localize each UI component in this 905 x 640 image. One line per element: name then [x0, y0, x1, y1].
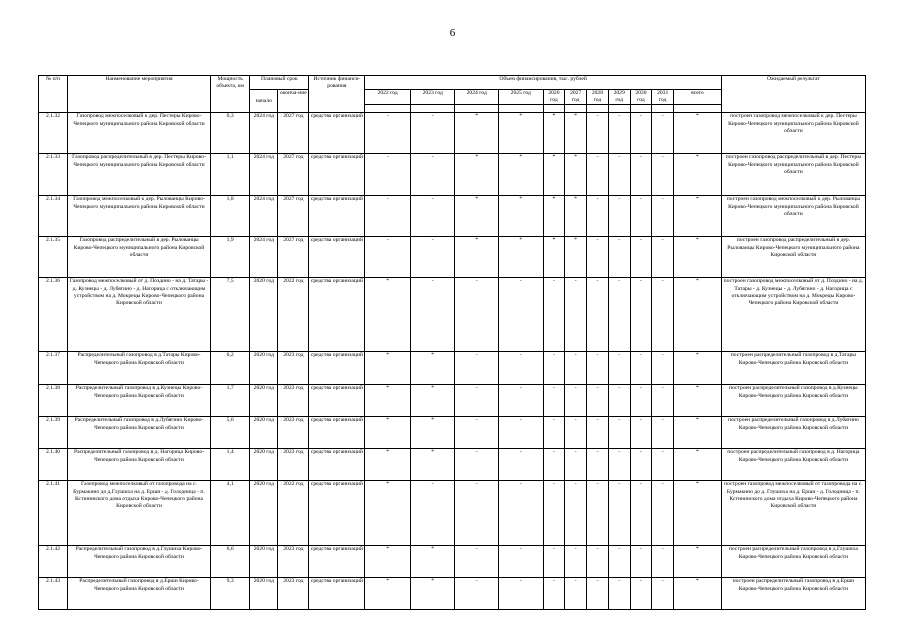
- header-year: 2030 год: [630, 90, 652, 105]
- row-num: 2.1.37: [39, 352, 68, 385]
- row-year-value: -: [630, 417, 652, 449]
- header-year: 2031 год: [652, 90, 674, 105]
- row-year-value: *: [543, 113, 565, 154]
- row-source: средства организаций: [309, 113, 365, 154]
- row-year-value: *: [365, 417, 411, 449]
- row-source: средства организаций: [309, 278, 365, 352]
- row-source: средства организаций: [309, 578, 365, 610]
- header-term: Плановый срок: [250, 76, 309, 90]
- row-name: Распределительный газопровод в д.Лубягино Кирово-Чепецкого района Кировской области: [68, 417, 211, 449]
- header-result: Ожидаемый результат: [721, 76, 865, 113]
- row-year-value: *: [455, 237, 499, 278]
- table-row: [39, 417, 866, 449]
- row-num: 2.1.38: [39, 385, 68, 417]
- row-year-value: -: [365, 237, 411, 278]
- row-year-value: -: [630, 278, 652, 352]
- header-capacity: Мощность объекта, км: [210, 76, 249, 113]
- header-year: 2029 год: [608, 90, 630, 105]
- row-end: 2027 год: [278, 113, 309, 154]
- row-year-value: -: [630, 449, 652, 481]
- row-source: средства организаций: [309, 417, 365, 449]
- row-capacity: 9,3: [210, 578, 249, 610]
- row-name: Распределительный газопровод в д.Ерши Кирово-Чепецкого района Кировской области: [68, 578, 211, 610]
- row-year-value: *: [498, 196, 543, 237]
- row-year-value: -: [543, 449, 565, 481]
- row-start: 2024 год: [250, 237, 278, 278]
- row-year-value: -: [652, 417, 674, 449]
- row-name: Распределительный газопровод в д.Татары Кирово-Чепецкого района Кировской области: [68, 352, 211, 385]
- row-result: построен газопровод межпоселковый к дер. Рылованцы Кирово-Чепецкого муниципального района Кировской области: [721, 196, 865, 237]
- row-num: 2.1.32: [39, 113, 68, 154]
- row-total: *: [674, 237, 722, 278]
- row-total: *: [674, 385, 722, 417]
- row-name: Распределительный газопровод в д.Глушиха Кирово-Чепецкого района Кировской области: [68, 546, 211, 578]
- row-year-value: -: [608, 237, 630, 278]
- row-capacity: 6,2: [210, 352, 249, 385]
- header-year: 2024 год: [455, 90, 499, 105]
- row-year-value: -: [410, 278, 455, 352]
- row-year-value: -: [652, 546, 674, 578]
- row-year-value: -: [608, 196, 630, 237]
- row-end: 2023 год: [278, 578, 309, 610]
- row-start: 2024 год: [250, 113, 278, 154]
- row-start: 2020 год: [250, 578, 278, 610]
- row-year-value: -: [543, 546, 565, 578]
- row-year-value: -: [652, 154, 674, 196]
- row-year-value: -: [498, 417, 543, 449]
- row-year-value: -: [608, 385, 630, 417]
- row-start: 2020 год: [250, 546, 278, 578]
- row-year-value: -: [498, 546, 543, 578]
- row-year-value: *: [365, 278, 411, 352]
- row-total: *: [674, 154, 722, 196]
- row-num: 2.1.34: [39, 196, 68, 237]
- row-year-value: *: [365, 385, 411, 417]
- row-year-value: -: [630, 196, 652, 237]
- row-year-value: -: [565, 546, 587, 578]
- program-table: [38, 75, 866, 610]
- row-source: средства организаций: [309, 481, 365, 546]
- row-year-value: -: [455, 278, 499, 352]
- row-num: 2.1.42: [39, 546, 68, 578]
- row-num: 2.1.40: [39, 449, 68, 481]
- row-year-value: -: [587, 578, 609, 610]
- row-start: 2024 год: [250, 154, 278, 196]
- row-end: 2027 год: [278, 237, 309, 278]
- row-year-value: -: [410, 196, 455, 237]
- row-year-value: *: [365, 481, 411, 546]
- row-start: 2020 год: [250, 449, 278, 481]
- row-year-value: -: [652, 237, 674, 278]
- row-year-value: -: [410, 237, 455, 278]
- row-year-value: *: [565, 237, 587, 278]
- row-year-value: -: [565, 352, 587, 385]
- row-capacity: 4,1: [210, 481, 249, 546]
- row-year-value: *: [498, 154, 543, 196]
- row-source: средства организаций: [309, 449, 365, 481]
- row-total: *: [674, 196, 722, 237]
- row-year-value: -: [587, 417, 609, 449]
- header-year-spacer: [498, 105, 543, 113]
- row-num: 2.1.35: [39, 237, 68, 278]
- row-num: 2.1.43: [39, 578, 68, 610]
- row-capacity: 1,1: [210, 154, 249, 196]
- row-total: *: [674, 113, 722, 154]
- row-year-value: -: [365, 154, 411, 196]
- row-start: 2024 год: [250, 196, 278, 237]
- row-total: *: [674, 449, 722, 481]
- row-year-value: -: [630, 481, 652, 546]
- row-year-value: -: [565, 385, 587, 417]
- row-year-value: -: [543, 417, 565, 449]
- row-year-value: -: [455, 385, 499, 417]
- row-year-value: -: [608, 449, 630, 481]
- page-number: 6: [449, 27, 456, 39]
- row-total: *: [674, 417, 722, 449]
- row-source: средства организаций: [309, 352, 365, 385]
- table-row: [39, 546, 866, 578]
- row-name: Распределительный газопровод в д. Нагорица Кирово-Чепецкого района Кировской области: [68, 449, 211, 481]
- row-name: Газопровод распределительный в дер. Пестеры Кирово-Чепецкого муниципального района Кировской области: [68, 154, 211, 196]
- row-result: построен распределительный газопровод в д.Кузнецы Кирово-Чепецкого района Кировской области: [721, 385, 865, 417]
- row-year-value: -: [498, 278, 543, 352]
- table-row: [39, 196, 866, 237]
- header-name: Наименование мероприятия: [68, 76, 211, 113]
- header-end: оконча-ние: [278, 90, 309, 113]
- table-row: [39, 481, 866, 546]
- table-row: [39, 113, 866, 154]
- row-start: 2020 год: [250, 417, 278, 449]
- table-row: [39, 154, 866, 196]
- header-year-spacer: [630, 105, 652, 113]
- table-row: [39, 278, 866, 352]
- header-num: № п/п: [39, 76, 68, 113]
- row-year-value: -: [455, 481, 499, 546]
- row-year-value: *: [455, 113, 499, 154]
- row-year-value: -: [565, 449, 587, 481]
- row-result: построен газопровод межпоселковый от д. Поздино - на д. Татары - д. Кузнецы - д. Лубягино - д. Нагорица с отключающим устройством на д. Мокрецы Кирово-Чепецкого района Кировской области: [721, 278, 865, 352]
- row-year-value: -: [630, 113, 652, 154]
- row-num: 2.1.41: [39, 481, 68, 546]
- row-total: *: [674, 481, 722, 546]
- row-year-value: -: [543, 578, 565, 610]
- row-year-value: -: [652, 385, 674, 417]
- row-capacity: 0,3: [210, 113, 249, 154]
- row-name: Газопровод межпоселковый к дер. Пестеры Кирово-Чепецкого муниципального района Кировской области: [68, 113, 211, 154]
- row-num: 2.1.33: [39, 154, 68, 196]
- table-row: [39, 578, 866, 610]
- row-year-value: -: [543, 385, 565, 417]
- row-year-value: *: [543, 196, 565, 237]
- row-year-value: -: [587, 113, 609, 154]
- row-start: 2020 год: [250, 385, 278, 417]
- row-year-value: *: [498, 113, 543, 154]
- row-year-value: -: [608, 546, 630, 578]
- row-result: построен распределительный газопровод в д.Глушиха Кирово-Чепецкого района Кировской области: [721, 546, 865, 578]
- header-year-spacer: [565, 105, 587, 113]
- row-year-value: -: [630, 385, 652, 417]
- row-end: 2023 год: [278, 417, 309, 449]
- row-total: *: [674, 278, 722, 352]
- row-year-value: -: [652, 352, 674, 385]
- row-year-value: -: [630, 154, 652, 196]
- row-year-value: -: [565, 417, 587, 449]
- row-year-value: -: [455, 449, 499, 481]
- row-end: 2027 год: [278, 154, 309, 196]
- table-row: [39, 385, 866, 417]
- row-year-value: *: [455, 154, 499, 196]
- row-year-value: *: [410, 385, 455, 417]
- row-year-value: *: [365, 546, 411, 578]
- row-end: 2027 год: [278, 196, 309, 237]
- table-row: [39, 449, 866, 481]
- row-year-value: -: [630, 237, 652, 278]
- row-total: *: [674, 546, 722, 578]
- row-year-value: -: [652, 278, 674, 352]
- row-name: Газопровод распределительный в дер. Рылованцы Кирово-Чепецкого муниципального района Кировской области: [68, 237, 211, 278]
- header-start: начало: [250, 90, 278, 113]
- row-year-value: -: [410, 113, 455, 154]
- row-year-value: -: [455, 417, 499, 449]
- row-result: построен распределительный газопровод в д. Нагорица Кирово-Чепецкого района Кировской области: [721, 449, 865, 481]
- row-num: 2.1.36: [39, 278, 68, 352]
- header-year-spacer: [365, 105, 411, 113]
- row-year-value: -: [608, 352, 630, 385]
- row-result: построен газопровод межпоселковый к дер. Пестеры Кирово-Чепецкого муниципального района Кировской области: [721, 113, 865, 154]
- header-year: 2025 год: [498, 90, 543, 105]
- row-year-value: *: [410, 546, 455, 578]
- row-year-value: -: [455, 546, 499, 578]
- row-year-value: -: [365, 196, 411, 237]
- row-capacity: 1,4: [210, 449, 249, 481]
- row-year-value: -: [455, 578, 499, 610]
- header-total: всего: [674, 90, 722, 105]
- row-year-value: -: [543, 278, 565, 352]
- row-year-value: *: [365, 352, 411, 385]
- row-year-value: *: [565, 154, 587, 196]
- row-year-value: -: [498, 578, 543, 610]
- row-year-value: *: [410, 449, 455, 481]
- row-year-value: *: [565, 196, 587, 237]
- table-row: [39, 237, 866, 278]
- row-year-value: -: [498, 385, 543, 417]
- header-source: Источник финанси-рования: [309, 76, 365, 113]
- row-result: построен газопровод распределительный в дер. Рылованцы Кирово-Чепецкого муниципального района Кировской области: [721, 237, 865, 278]
- row-year-value: *: [498, 237, 543, 278]
- row-year-value: -: [455, 352, 499, 385]
- row-year-value: -: [652, 113, 674, 154]
- row-capacity: 1,7: [210, 385, 249, 417]
- row-start: 2020 год: [250, 278, 278, 352]
- row-source: средства организаций: [309, 385, 365, 417]
- row-year-value: -: [565, 578, 587, 610]
- row-year-value: -: [652, 449, 674, 481]
- row-year-value: *: [565, 113, 587, 154]
- row-year-value: -: [543, 352, 565, 385]
- header-volume: Объем финансирования, тыс. рублей: [365, 76, 721, 90]
- row-year-value: -: [630, 546, 652, 578]
- row-year-value: -: [565, 481, 587, 546]
- row-num: 2.1.39: [39, 417, 68, 449]
- row-start: 2020 год: [250, 352, 278, 385]
- row-capacity: 5,6: [210, 417, 249, 449]
- row-year-value: -: [608, 278, 630, 352]
- row-year-value: *: [410, 352, 455, 385]
- row-year-value: -: [587, 278, 609, 352]
- row-capacity: 7,5: [210, 278, 249, 352]
- row-name: Газопровод межпоселковый к дер. Рылованцы Кирово-Чепецкого муниципального района Кировской области: [68, 196, 211, 237]
- row-year-value: -: [608, 113, 630, 154]
- row-year-value: *: [410, 578, 455, 610]
- row-result: построен газопровод распределительный в дер. Пестеры Кирово-Чепецкого муниципального района Кировской области: [721, 154, 865, 196]
- header-year-spacer: [543, 105, 565, 113]
- row-end: 2022 год: [278, 481, 309, 546]
- row-result: построен распределительный газопровод в д.Татары Кирово-Чепецкого района Кировской области: [721, 352, 865, 385]
- row-year-value: *: [365, 449, 411, 481]
- row-year-value: -: [587, 385, 609, 417]
- row-year-value: *: [365, 578, 411, 610]
- row-result: построен газопровод межпоселковый от газопровода на с. Бурмакино до д. Глушиха на д. Ерши - д. Голодница - п. Кстининского дома отдыха Кирово-Чепецкого района Кировской области: [721, 481, 865, 546]
- row-year-value: *: [455, 196, 499, 237]
- row-year-value: -: [498, 481, 543, 546]
- row-source: средства организаций: [309, 546, 365, 578]
- row-year-value: -: [410, 481, 455, 546]
- row-year-value: -: [608, 481, 630, 546]
- header-year: 2022 год: [365, 90, 411, 105]
- header-year-spacer: [674, 105, 722, 113]
- table-row: [39, 352, 866, 385]
- table-body: [39, 113, 866, 610]
- header-year-spacer: [410, 105, 455, 113]
- row-year-value: -: [587, 481, 609, 546]
- row-capacity: 1,8: [210, 196, 249, 237]
- row-year-value: *: [410, 417, 455, 449]
- row-name: Газопровод межпоселковый от д. Поздино - на д. Татары - д. Кузнецы - д. Лубягино - д. Нагорица с отключающим устройством на д. Мокрецы Кирово-Чепецкого района Кировской области: [68, 278, 211, 352]
- row-year-value: -: [630, 578, 652, 610]
- header-year-spacer: [608, 105, 630, 113]
- row-capacity: 1,9: [210, 237, 249, 278]
- header-year: 2028 год: [587, 90, 609, 105]
- row-result: построен распределительный газопровод в д.Ерши Кирово-Чепецкого района Кировской области: [721, 578, 865, 610]
- row-year-value: -: [587, 352, 609, 385]
- row-year-value: *: [543, 237, 565, 278]
- row-total: *: [674, 578, 722, 610]
- row-year-value: -: [630, 352, 652, 385]
- row-result: построен распределительный газопровод в д.Лубягино Кирово-Чепецкого района Кировской области: [721, 417, 865, 449]
- row-end: 2023 год: [278, 449, 309, 481]
- row-year-value: -: [410, 154, 455, 196]
- row-source: средства организаций: [309, 154, 365, 196]
- row-total: *: [674, 352, 722, 385]
- row-year-value: -: [587, 237, 609, 278]
- row-start: 2020 год: [250, 481, 278, 546]
- row-year-value: -: [608, 417, 630, 449]
- row-end: 2023 год: [278, 352, 309, 385]
- row-year-value: -: [652, 481, 674, 546]
- row-year-value: -: [565, 278, 587, 352]
- header-year-spacer: [587, 105, 609, 113]
- row-year-value: -: [543, 481, 565, 546]
- row-year-value: -: [365, 113, 411, 154]
- row-year-value: -: [587, 546, 609, 578]
- row-year-value: -: [587, 449, 609, 481]
- row-year-value: -: [498, 449, 543, 481]
- row-capacity: 6,6: [210, 546, 249, 578]
- row-year-value: -: [608, 578, 630, 610]
- row-year-value: -: [498, 352, 543, 385]
- row-source: средства организаций: [309, 237, 365, 278]
- header-year-spacer: [652, 105, 674, 113]
- row-year-value: *: [543, 154, 565, 196]
- row-year-value: -: [587, 196, 609, 237]
- row-end: 2023 год: [278, 385, 309, 417]
- header-year: 2027 год: [565, 90, 587, 105]
- row-year-value: -: [587, 154, 609, 196]
- row-name: Распределительный газопровод в д.Кузнецы Кирово-Чепецкого района Кировской области: [68, 385, 211, 417]
- header-year: 2026 год: [543, 90, 565, 105]
- header-year: 2023 год: [410, 90, 455, 105]
- row-name: Газопровод межпоселковый от газопровода на с. Бурмакино до д.Глушиха на д. Ерши - д. Голодница - п. Кстининского дома отдыха Кирово-Чепецкого района Кировской области: [68, 481, 211, 546]
- row-end: 2022 год: [278, 278, 309, 352]
- row-end: 2023 год: [278, 546, 309, 578]
- row-year-value: -: [608, 154, 630, 196]
- header-year-spacer: [455, 105, 499, 113]
- row-year-value: -: [652, 196, 674, 237]
- row-source: средства организаций: [309, 196, 365, 237]
- row-year-value: -: [652, 578, 674, 610]
